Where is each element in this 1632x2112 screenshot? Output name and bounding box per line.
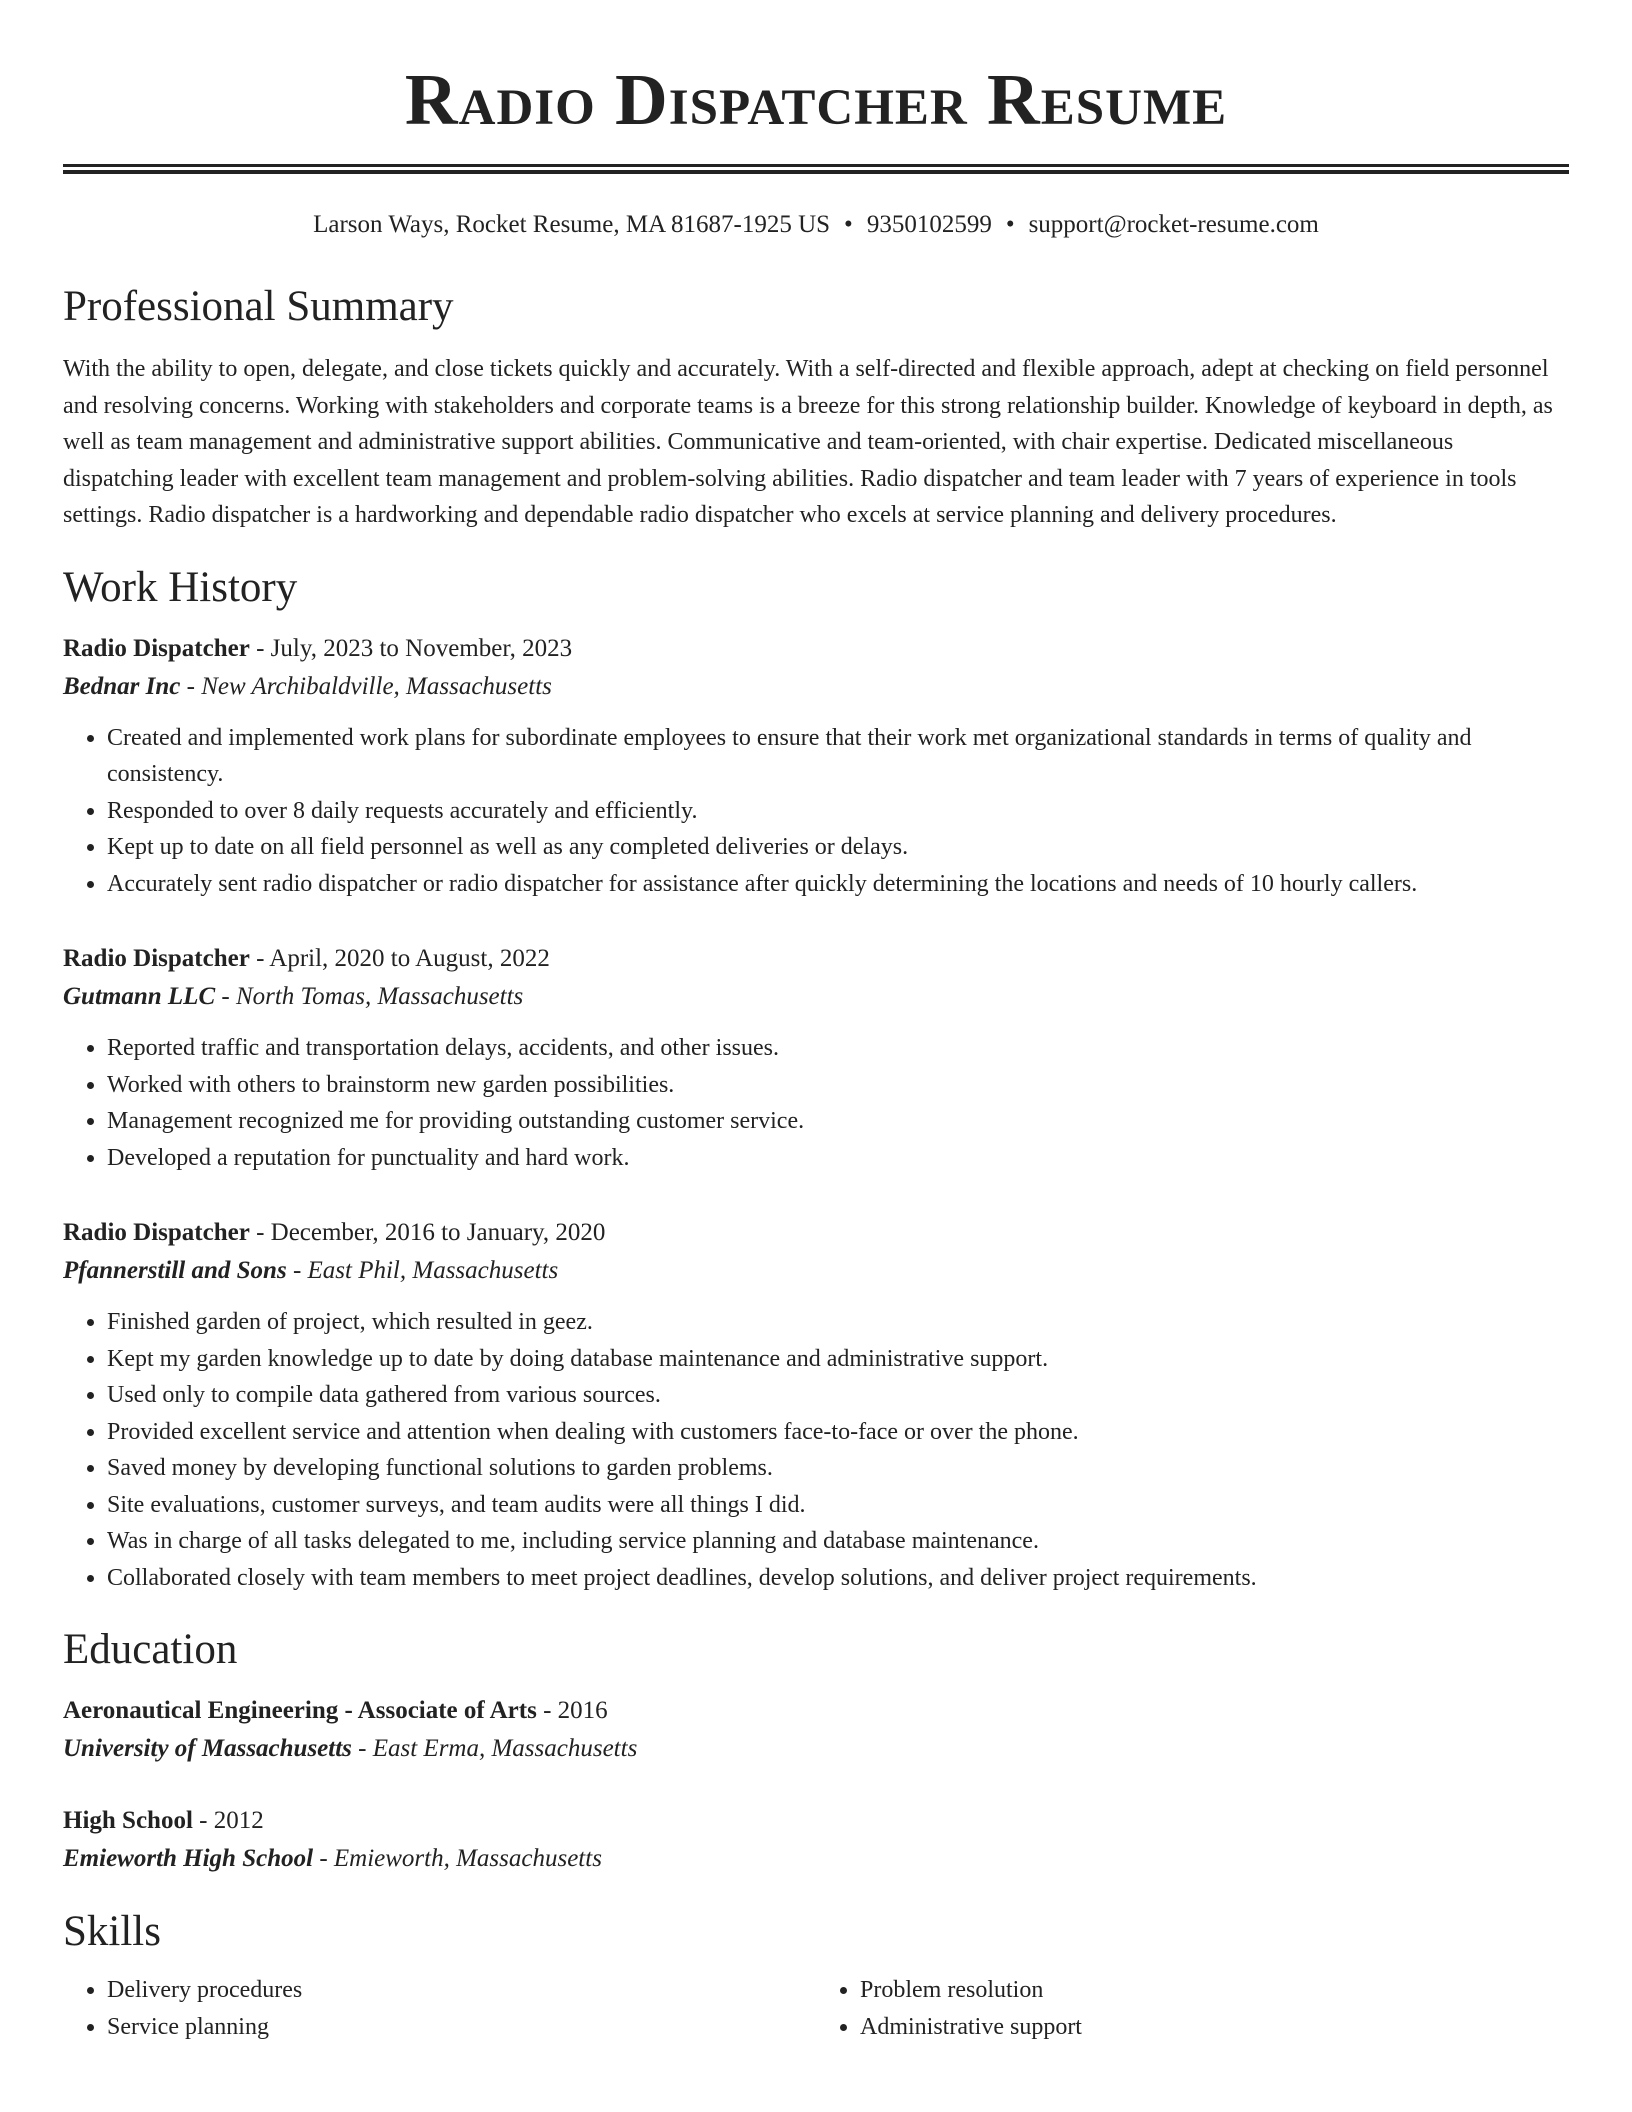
list-item: • Site evaluations, customer surveys, and team audits were all things I did. bbox=[107, 1487, 1569, 1524]
work-history-heading: Work History bbox=[63, 563, 298, 611]
list-item: • Accurately sent radio dispatcher or radio dispatcher for assistance after quickly determining the locations and needs of 10 hourly callers. bbox=[107, 866, 1569, 903]
education-school-line bbox=[63, 1840, 1569, 1878]
education-heading: Education bbox=[63, 1626, 238, 1673]
list-item: • Kept my garden knowledge up to date by doing database maintenance and administrative support. bbox=[107, 1341, 1569, 1378]
list-item: • Provided excellent service and attention when dealing with customers face-to-face or over the phone. bbox=[107, 1414, 1569, 1451]
education-entry bbox=[63, 1692, 1569, 1768]
job-dates: - April, 2020 to August, 2022 bbox=[249, 945, 550, 972]
skills-column-right bbox=[816, 1972, 1569, 2045]
education-location: - Emieworth, Massachusetts bbox=[313, 1845, 602, 1872]
education-year: - 2016 bbox=[536, 1697, 608, 1724]
education-degree: High School bbox=[63, 1807, 193, 1834]
skills-column-left bbox=[63, 1972, 816, 2045]
job-location: - North Tomas, Massachusetts bbox=[215, 983, 524, 1010]
education-school: University of Massachusetts bbox=[63, 1735, 352, 1762]
list-item: • Created and implemented work plans for subordinate employees to ensure that their work met organizational standards in terms of quality and consistency. bbox=[107, 720, 1569, 793]
job-entry bbox=[63, 1214, 1569, 1596]
job-location: - East Phil, Massachusetts bbox=[286, 1257, 559, 1284]
list-item: • Kept up to date on all field personnel as well as any completed deliveries or delays. bbox=[107, 829, 1569, 866]
skill-item: • Delivery procedures bbox=[107, 1972, 816, 2009]
job-company: Bednar Inc bbox=[63, 672, 181, 700]
education-header bbox=[63, 1802, 1569, 1840]
job-company: Gutmann LLC bbox=[63, 983, 216, 1010]
skills-list bbox=[63, 1972, 1569, 2045]
contact-separator: • bbox=[844, 211, 853, 238]
list-item: • Worked with others to brainstorm new garden possibilities. bbox=[107, 1067, 1569, 1104]
job-company-line bbox=[63, 668, 1569, 706]
job-bullet-list bbox=[63, 1304, 1569, 1596]
education-degree: Aeronautical Engineering - Associate of Arts bbox=[63, 1697, 537, 1724]
list-item: • Responded to over 8 daily requests accurately and efficiently. bbox=[107, 793, 1569, 830]
job-entry bbox=[63, 630, 1569, 903]
summary-heading: Professional Summary bbox=[63, 283, 454, 330]
job-company-line bbox=[63, 978, 1569, 1016]
job-title: Radio Dispatcher bbox=[63, 945, 250, 972]
job-location: - New Archibaldville, Massachusetts bbox=[180, 672, 552, 700]
list-item: • Reported traffic and transportation delays, accidents, and other issues. bbox=[107, 1030, 1569, 1067]
list-item: • Finished garden of project, which resulted in geez. bbox=[107, 1304, 1569, 1341]
list-item: • Used only to compile data gathered from various sources. bbox=[107, 1377, 1569, 1414]
job-company: Pfannerstill and Sons bbox=[63, 1257, 287, 1284]
education-school-line bbox=[63, 1730, 1569, 1768]
job-bullet-list bbox=[63, 720, 1569, 903]
job-title: Radio Dispatcher bbox=[63, 1219, 250, 1246]
title-divider bbox=[63, 164, 1569, 174]
summary-text: With the ability to open, delegate, and close tickets quickly and accurately. With a self-directed and flexible approach, adept at checking on field personnel and resolving concerns. Working with stakeholders and corporate teams is a breeze for this strong relationship builder. Knowledge of keyboard in depth, as well as team management and administrative support abilities. Communicative and team-oriented, with chair expertise. Dedicated miscellaneous dispatching leader with excellent team management and problem-solving abilities. Radio dispatcher and team leader with 7 years of experience in tools settings. Radio dispatcher is a hardworking and dependable radio dispatcher who excels at service planning and delivery procedures. bbox=[63, 356, 1553, 528]
education-header bbox=[63, 1692, 1569, 1730]
job-header bbox=[63, 940, 1569, 978]
contact-phone: 9350102599 bbox=[866, 211, 992, 238]
skills-heading: Skills bbox=[63, 1908, 161, 1955]
list-item: • Management recognized me for providing outstanding customer service. bbox=[107, 1103, 1569, 1140]
list-item: • Saved money by developing functional solutions to garden problems. bbox=[107, 1450, 1569, 1487]
skill-item: • Problem resolution bbox=[860, 1972, 1569, 2009]
education-location: - East Erma, Massachusetts bbox=[351, 1735, 638, 1762]
education-school: Emieworth High School bbox=[63, 1845, 314, 1872]
skill-item: • Service planning bbox=[107, 2009, 816, 2046]
job-bullet-list bbox=[63, 1030, 1569, 1176]
contact-separator: • bbox=[1005, 211, 1015, 238]
list-item: • Developed a reputation for punctuality and hard work. bbox=[107, 1140, 1569, 1177]
list-item: • Collaborated closely with team members to meet project deadlines, develop solutions, and deliver project requirements. bbox=[107, 1560, 1569, 1597]
job-header bbox=[63, 1214, 1569, 1252]
contact-address: Larson Ways, Rocket Resume, MA 81687-1925 US bbox=[313, 211, 831, 238]
job-entry bbox=[63, 940, 1569, 1176]
education-entry bbox=[63, 1802, 1569, 1878]
job-header bbox=[63, 630, 1569, 668]
education-year: - 2012 bbox=[192, 1807, 264, 1834]
job-dates: - December, 2016 to January, 2020 bbox=[249, 1219, 606, 1246]
list-item: • Was in charge of all tasks delegated to me, including service planning and database maintenance. bbox=[107, 1523, 1569, 1560]
job-company-line bbox=[63, 1252, 1569, 1290]
job-dates: - July, 2023 to November, 2023 bbox=[249, 634, 573, 662]
job-title: Radio Dispatcher bbox=[63, 634, 250, 662]
resume-title: Radio Dispatcher Resume bbox=[404, 59, 1228, 140]
contact-email: support@rocket-resume.com bbox=[1028, 211, 1319, 238]
contact-line bbox=[63, 207, 1569, 243]
skill-item: • Administrative support bbox=[860, 2009, 1569, 2046]
